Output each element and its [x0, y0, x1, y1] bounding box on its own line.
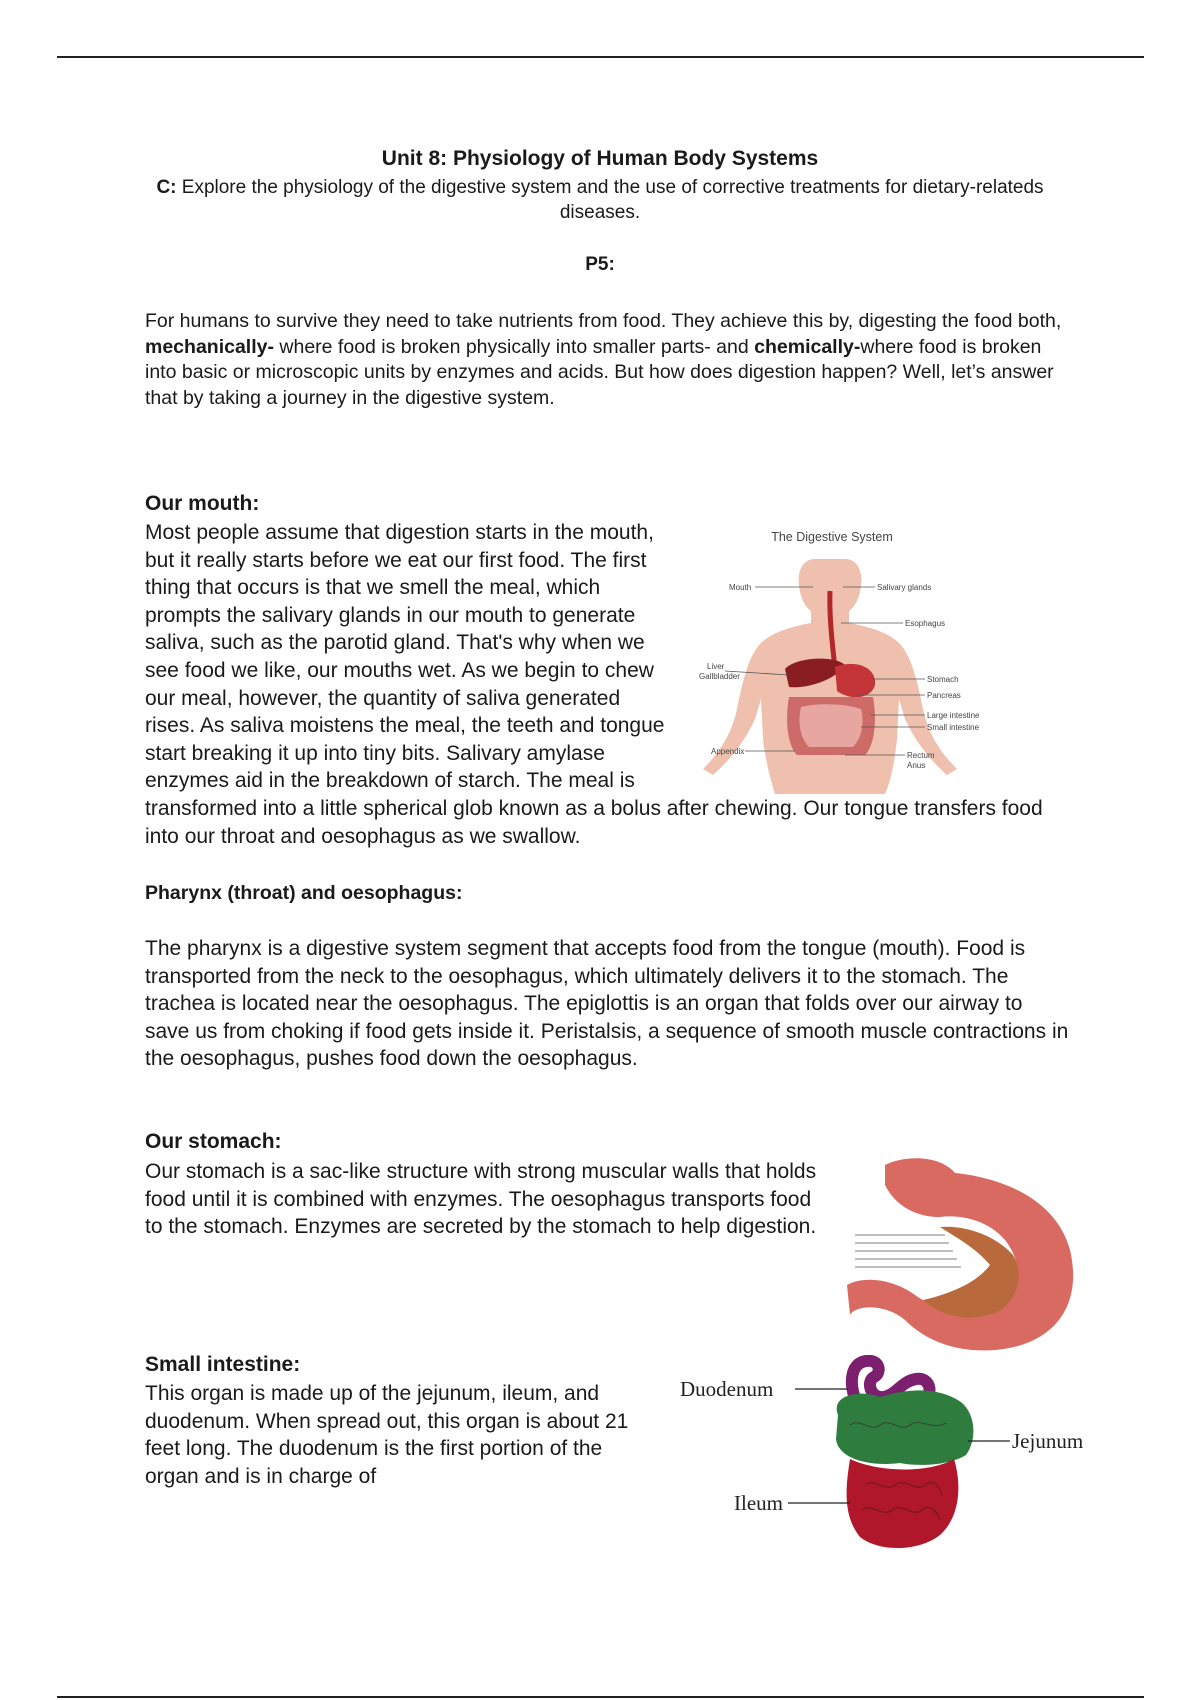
intro-text-2: where food is broken physically into smaller parts- and	[273, 335, 755, 358]
digestive-system-figure	[685, 519, 990, 794]
small-intestine-heading: Small intestine:	[145, 1353, 301, 1376]
small-intestine-shape	[799, 704, 862, 747]
small-intestine-illustration	[670, 1355, 1100, 1550]
label-anus: Anus	[907, 761, 926, 770]
page-title: Unit 8: Physiology of Human Body Systems	[381, 147, 819, 170]
label-esophagus: Esophagus	[905, 619, 946, 628]
section-code: P5:	[585, 254, 615, 275]
label-stomach: Stomach	[927, 675, 959, 684]
label-ileum: Ileum	[734, 1491, 783, 1515]
label-small-intestine: Small intestine	[927, 723, 980, 732]
intro-text-1: For humans to survive they need to take nutrients from food. They achieve this by, digesting the food both,	[145, 310, 1062, 332]
stomach-paragraph: Our stomach is a sac-like structure with strong muscular walls that holds food until it is combined with enzymes. The oesophagus transports food to the stomach. Enzymes are secreted by the stomach to help digestion.	[145, 1160, 817, 1239]
label-duodenum: Duodenum	[680, 1377, 774, 1401]
ileum-shape	[847, 1459, 959, 1548]
label-appendix: Appendix	[711, 747, 745, 756]
stomach-illustration	[845, 1155, 1095, 1355]
mouth-heading: Our mouth:	[145, 492, 260, 515]
stomach-inner-lining	[923, 1227, 1019, 1318]
label-pancreas: Pancreas	[927, 691, 961, 700]
label-rectum: Rectum	[907, 751, 935, 760]
label-liver: Liver	[707, 662, 725, 671]
label-mouth: Mouth	[729, 583, 752, 592]
stomach-heading: Our stomach:	[145, 1130, 282, 1153]
intro-bold-chemically: chemically-	[754, 335, 861, 358]
label-salivary-glands: Salivary glands	[877, 583, 932, 592]
pharynx-paragraph: The pharynx is a digestive system segment that accepts food from the tongue (mouth). Food is transported from the neck to the oesophagus, which ultimately delivers it to the stomach. The trachea is located near the oesophagus. The epiglottis is an organ that folds over our airway to save us from choking if food gets inside it. Peristalsis, a sequence of smooth muscle contractions in the oesophagus, pushes food down the oesophagus.	[145, 937, 1069, 1071]
bottom-rule	[57, 1696, 1144, 1698]
label-jejunum: Jejunum	[1012, 1429, 1084, 1453]
stomach-outer	[847, 1158, 1073, 1350]
label-large-intestine: Large intestine	[927, 711, 980, 720]
mouth-section	[145, 519, 1065, 850]
intro-paragraph	[145, 309, 1065, 411]
subtitle-text: Explore the physiology of the digestive system and the use of corrective treatments for dietary-relateds diseases.	[176, 177, 1044, 223]
digestive-system-illustration	[685, 519, 990, 794]
label-gallbladder: Gallbladder	[699, 672, 740, 681]
subtitle-label: C:	[156, 177, 177, 198]
mouth-paragraph: Most people assume that digestion starts in the mouth, but it really starts before we eat our first food. The first thing that occurs is that we smell the meal, which prompts the salivary glands in our mouth to generate saliva, such as the parotid gland. That's why when we see food we like, our mouths wet. As we begin to chew our meal, however, the quantity of saliva generated rises. As saliva moistens the meal, the teeth and tongue start breaking it up into tiny bits. Salivary amylase enzymes aid in the breakdown of starch. The meal is transformed into a little spherical glob known as a bolus after chewing. Our tongue transfers food into our throat and oesophagus as we swallow.	[145, 521, 1043, 848]
intro-text-3: where food is broken into basic or microscopic units by enzymes and acids. But how does digestion happen? Well, let’s answer that by taking a journey in the digestive system.	[145, 335, 1054, 409]
small-intestine-paragraph: This organ is made up of the jejunum, ileum, and duodenum. When spread out, this organ is about 21 feet long. The duodenum is the first portion of the organ and is in charge of	[145, 1382, 629, 1488]
figure-title: The Digestive System	[771, 530, 893, 544]
page-subtitle	[150, 175, 1050, 225]
intro-bold-mechanically: mechanically-	[145, 335, 274, 358]
top-rule	[57, 56, 1144, 58]
pharynx-heading: Pharynx (throat) and oesophagus:	[145, 882, 463, 904]
